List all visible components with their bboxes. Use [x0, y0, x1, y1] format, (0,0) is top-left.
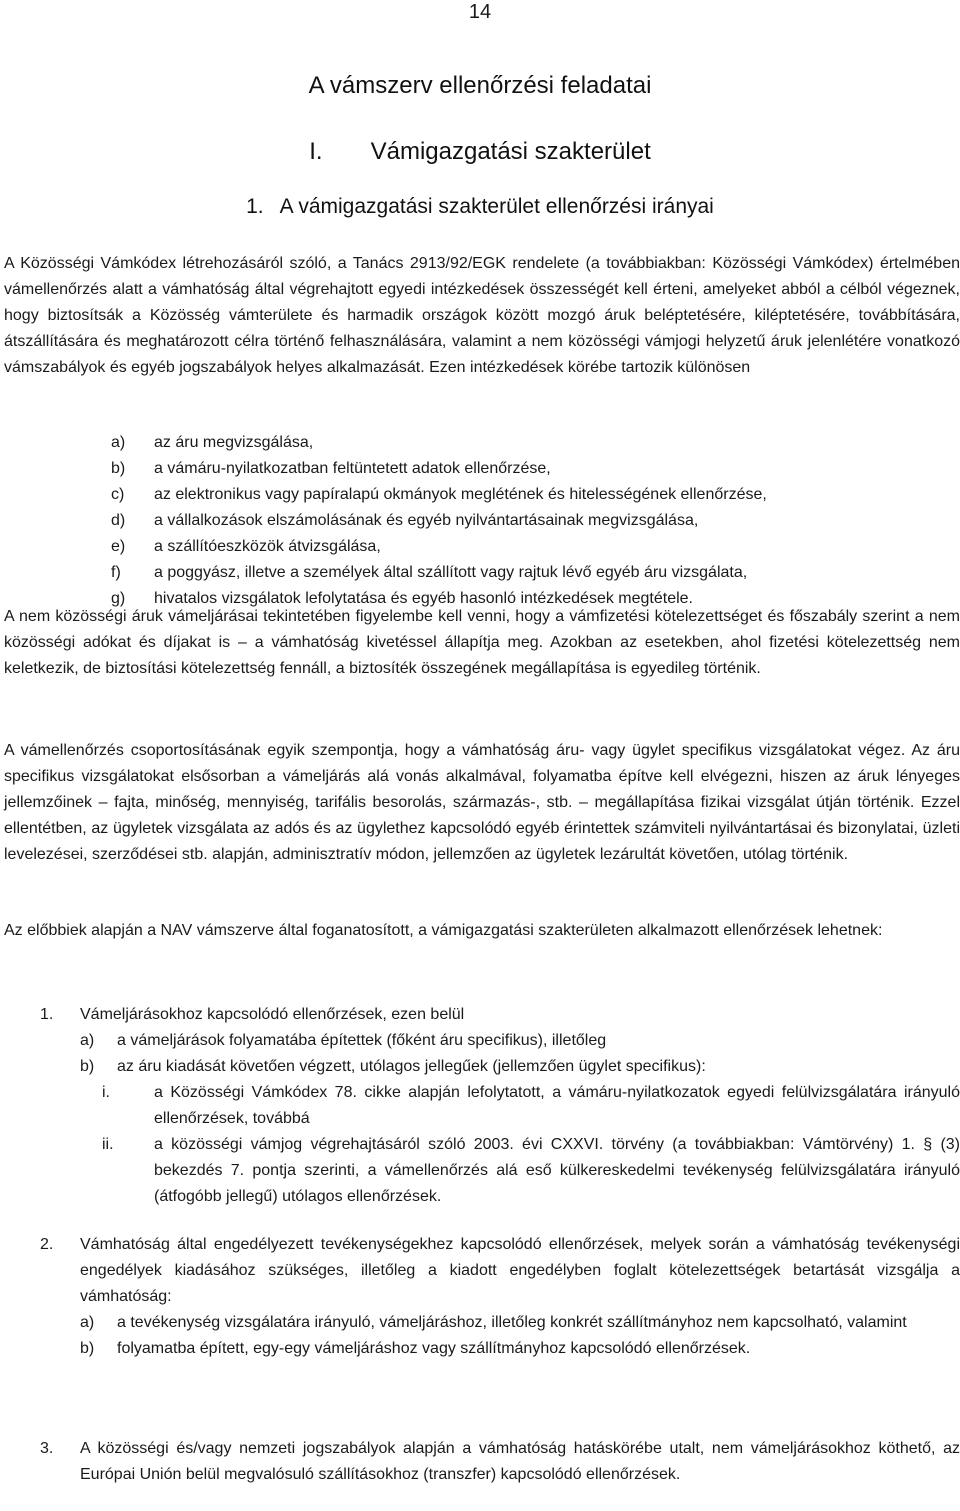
sub-item-text: az áru kiadását követően végzett, utólagos jellegűek (jellemzően ügylet specifikus):	[117, 1058, 706, 1075]
list-item	[0, 560, 960, 586]
list-item	[0, 1436, 960, 1488]
list-item	[0, 430, 960, 456]
sub-item-text: a tevékenység vizsgálatára irányuló, vámeljáráshoz, illetőleg konkrét szállítmányhoz nem kapcsolható, valamint	[117, 1314, 907, 1331]
page-number: 14	[468, 1, 492, 23]
sub-item	[0, 1310, 960, 1336]
paragraph-non-community-goods: A nem közösségi áruk vámeljárásai tekintetében figyelembe kell venni, hogy a vámfizetési kötelezettséget és főszabály szerint a nem közösségi adókat és díjakat is – a vámhatóság kivetéssel állapítja meg. Azokban az esetekben, ahol fizetési kötelezettség nem keletkezik, de biztosítási kötelezettség fennáll, a biztosíték összegének megállapítása is egyedileg történik.	[4, 608, 960, 677]
list-item-label: a)	[111, 434, 126, 451]
roman-item-label: ii.	[102, 1136, 114, 1153]
list-item	[0, 534, 960, 560]
sub-item	[0, 1028, 960, 1054]
sub-item-label: b)	[80, 1058, 95, 1075]
list-item-text: hivatalos vizsgálatok lefolytatása és egyéb hasonló intézkedések megtétele.	[154, 590, 693, 607]
enum-number: 3.	[40, 1440, 54, 1457]
enum-text: Vámeljárásokhoz kapcsolódó ellenőrzések, ezen belül	[80, 1006, 465, 1023]
enum-item-1	[0, 1002, 960, 1210]
roman-item	[0, 1132, 960, 1210]
subsection-title: A vámigazgatási szakterület ellenőrzési irányai	[279, 195, 714, 218]
list-item	[0, 482, 960, 508]
list-item-label: c)	[111, 486, 125, 503]
enum-item-3	[0, 1436, 960, 1488]
list-item-label: g)	[111, 590, 126, 607]
paragraph-nav-controls-intro: Az előbbiek alapján a NAV vámszerve által foganatosított, a vámigazgatási szakterületen alkalmazott ellenőrzések lehetnek:	[4, 922, 883, 939]
sub-item-label: a)	[80, 1032, 95, 1049]
roman-item-text: a Közösségi Vámkódex 78. cikke alapján lefolytatott, a vámáru-nyilatkozatok egyedi felülvizsgálatára irányuló ellenőrzések, továbbá	[154, 1084, 960, 1127]
list-item-text: az elektronikus vagy papíralapú okmányok meglétének és hitelességének ellenőrzése,	[154, 486, 767, 503]
list-item-text: a vállalkozások elszámolásának és egyéb nyilvántartásainak megvizsgálása,	[154, 512, 699, 529]
paragraph-customs-control-definition: A Közösségi Vámkódex létrehozásáról szóló, a Tanács 2913/92/EGK rendelete (a továbbiakban: Közösségi Vámkódex) értelmében vámellenőrzés alatt a vámhatóság által végrehajtott egyedi intézkedések összességét kell érteni, amelyeket abból a célból végeznek, hogy biztosítsák a Közösség vámterülete és harmadik országok között mozgó áruk beléptetésére, kiléptetésére, továbbítására, átszállítására és meghatározott célra történő felhasználására, valamint a nem közösségi vámjogi helyzetű áruk jelenlétére vonatkozó vámszabályok és egyéb jogszabályok helyes alkalmazását. Ezen intézkedések körébe tartozik különösen	[4, 255, 960, 376]
roman-item-label: i.	[102, 1084, 110, 1101]
paragraph-control-grouping: A vámellenőrzés csoportosításának egyik szempontja, hogy a vámhatóság áru- vagy ügylet specifikus vizsgálatokat végez. Az áru specifikus vizsgálatokat elsősorban a vámeljárás alá vonás alkalmával, folyamatba építve kell elvégezni, hiszen az áruk lényeges jellemzőinek – fajta, minőség, mennyiség, tarifális besorolás, származás-, stb. – megállapítása fizikai vizsgálat útján történik. Ezzel ellentétben, az ügyletek vizsgálata az adós és az ügylethez kapcsolódó egyéb érintettek számviteli nyilvántartásai és bizonylatai, üzleti levelezései, szerződései stb. alapján, adminisztratív módon, jellemzően az ügyletek lezárultát követően, utólag történik.	[4, 742, 960, 863]
list-item-text: az áru megvizsgálása,	[154, 434, 314, 451]
list-item-label: e)	[111, 538, 126, 555]
enum-text: A közösségi és/vagy nemzeti jogszabályok alapján a vámhatóság hatáskörébe utalt, nem vámeljárásokhoz köthető, az Európai Unión belül megvalósuló szállításokhoz (transzfer) kapcsolódó ellenőrzések.	[80, 1440, 960, 1483]
section-title: Vámigazgatási szakterület	[370, 138, 651, 165]
list-item	[0, 1232, 960, 1310]
roman-item-text: a közösségi vámjog végrehajtásáról szóló 2003. évi CXXVI. törvény (a továbbiakban: Vámtörvény) 1. § (3) bekezdés 7. pontja szerinti, a vámellenőrzés alá eső külkereskedelmi tevékenység felülvizsgálatára irányuló (átfogóbb jellegű) utólagos ellenőrzések.	[154, 1136, 960, 1205]
sub-item	[0, 1054, 960, 1080]
sub-item-label: a)	[80, 1314, 95, 1331]
list-item-label: b)	[111, 460, 126, 477]
subsection-number: 1.	[246, 195, 264, 218]
list-item-text: a szállítóeszközök átvizsgálása,	[154, 538, 381, 555]
control-measures-list	[0, 430, 960, 612]
sub-item-text: a vámeljárások folyamatába építettek (főként áru specifikus), illetőleg	[117, 1032, 607, 1049]
sub-item	[0, 1336, 960, 1362]
enum-item-2	[0, 1232, 960, 1362]
roman-item	[0, 1080, 960, 1132]
list-item-label: d)	[111, 512, 126, 529]
list-item-label: f)	[111, 564, 121, 581]
enum-text: Vámhatóság által engedélyezett tevékenységekhez kapcsolódó ellenőrzések, melyek során a vámhatóság tevékenységi engedélyek kiadásához szükséges, illetőleg a kiadott engedélyben foglalt kötelezettségek betartását vizsgálja a vámhatóság:	[80, 1236, 960, 1305]
document-title: A vámszerv ellenőrzési feladatai	[308, 72, 652, 99]
sub-item-label: b)	[80, 1340, 95, 1357]
enum-number: 2.	[40, 1236, 54, 1253]
section-number: I.	[309, 138, 323, 165]
enum-number: 1.	[40, 1006, 54, 1023]
list-item	[0, 1002, 960, 1028]
subsection-heading	[0, 193, 960, 221]
list-item-text: a vámáru-nyilatkozatban feltüntetett adatok ellenőrzése,	[154, 460, 551, 477]
sub-item-text: folyamatba épített, egy-egy vámeljáráshoz vagy szállítmányhoz kapcsolódó ellenőrzések.	[117, 1340, 751, 1357]
list-item	[0, 456, 960, 482]
list-item-text: a poggyász, illetve a személyek által szállított vagy rajtuk lévő egyéb áru vizsgálata,	[154, 564, 748, 581]
list-item	[0, 508, 960, 534]
section-heading	[0, 136, 960, 168]
